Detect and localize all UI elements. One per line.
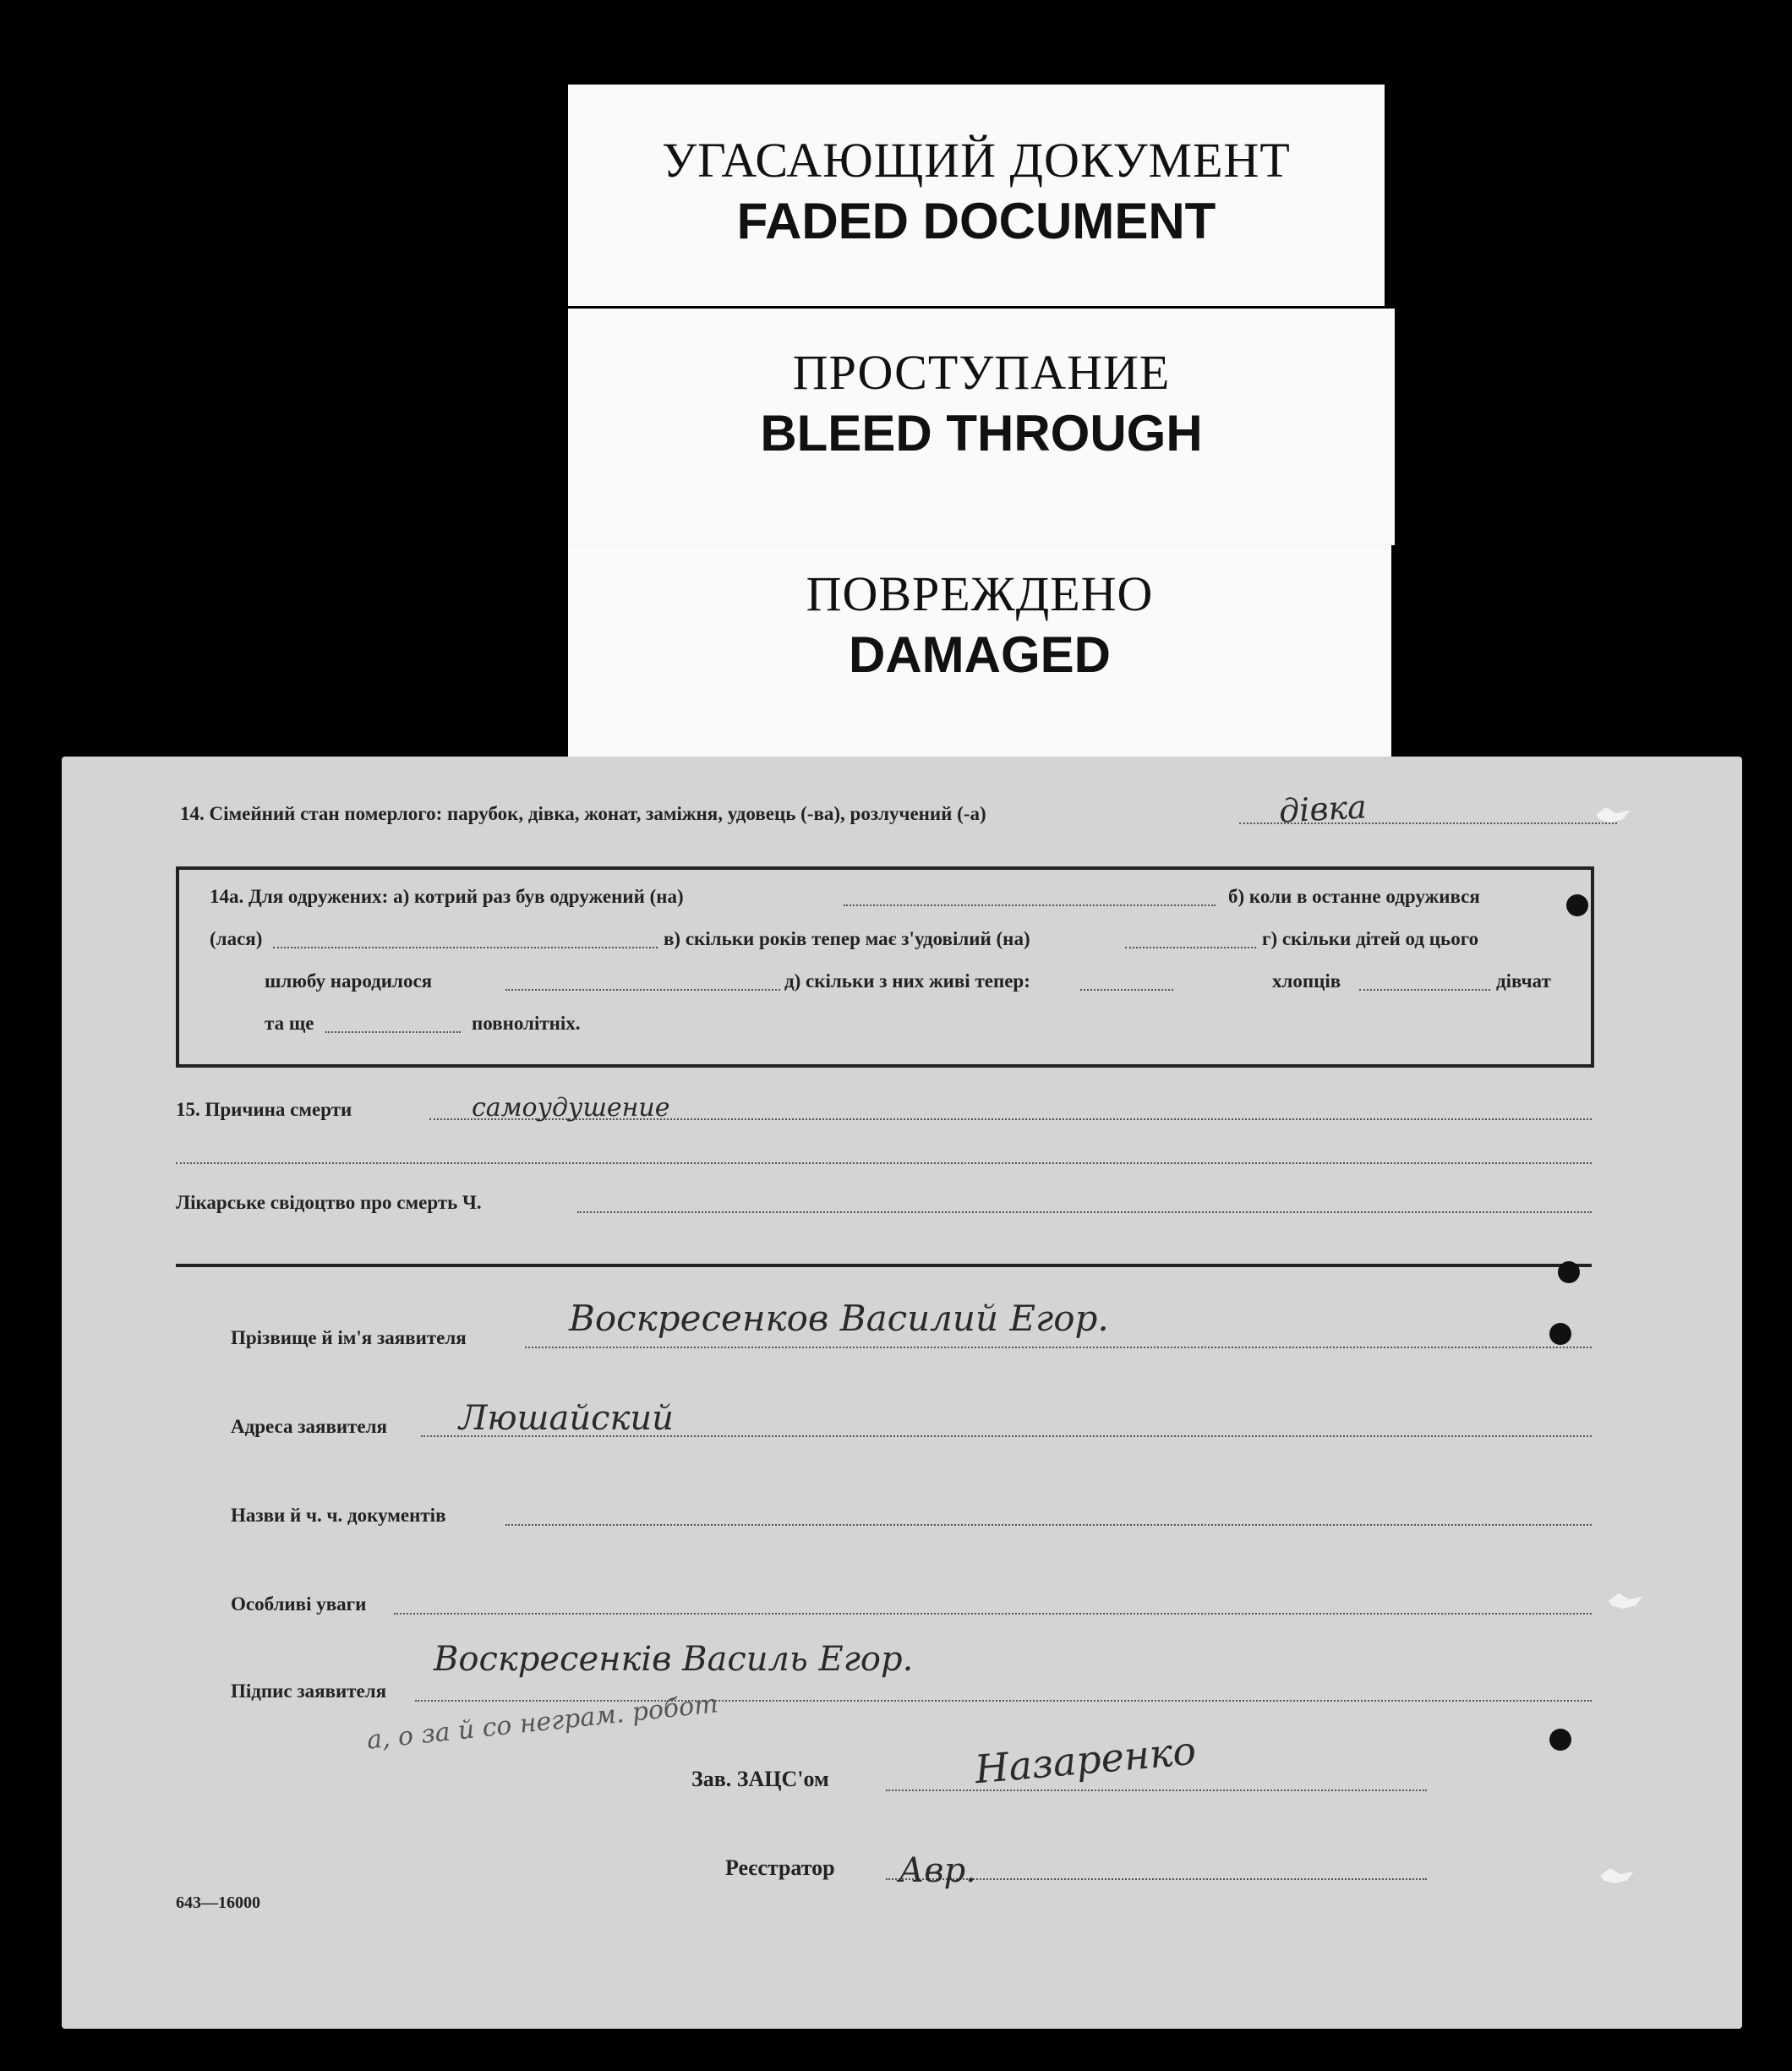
- item-15-value: самоудушение: [472, 1093, 670, 1123]
- head-label: Зав. ЗАЦС'ом: [691, 1767, 829, 1791]
- item-14a-line3-b: д) скільки з них живі тепер:: [784, 970, 1030, 992]
- dotted-line: [325, 1031, 461, 1033]
- item-14a-line3-a: шлюбу народилося: [265, 970, 433, 992]
- item-15-label: 15. Причина смерти: [176, 1099, 352, 1120]
- tear-mark: [1596, 807, 1630, 822]
- item-14a-line2-b: в) скільки років тепер має з'удовілий (на): [664, 928, 1030, 949]
- item-14a-line1-a: 14а. Для одружених: а) котрий раз був одружений (на): [210, 886, 684, 907]
- item-14a-line2-c: г) скільки дітей од цього: [1262, 928, 1479, 949]
- death-record-form: [62, 757, 1742, 2029]
- card-title-en: DAMAGED: [849, 626, 1111, 683]
- signature-note: а, о за й со неграм. робот: [365, 1689, 720, 1756]
- applicant-address-value: Люшайский: [459, 1399, 674, 1438]
- punch-hole: [1566, 894, 1588, 916]
- item-14a-line3-c: хлопців: [1272, 970, 1341, 992]
- punch-hole: [1549, 1729, 1571, 1751]
- dotted-line: [1359, 989, 1490, 991]
- item-14a-line3-d: дівчат: [1496, 970, 1551, 992]
- dotted-line: [394, 1613, 1592, 1615]
- section-divider: [176, 1264, 1592, 1267]
- item-14-value: дівка: [1277, 788, 1368, 830]
- dotted-line: [273, 947, 658, 948]
- punch-hole: [1558, 1261, 1580, 1283]
- notes-label: Особливі уваги: [231, 1593, 367, 1615]
- dotted-line: [1080, 989, 1173, 991]
- card-title-ru: ПОВРЕЖДЕНО: [806, 566, 1154, 621]
- tear-mark: [1600, 1868, 1634, 1883]
- registrar-signature: Авр.: [899, 1851, 976, 1890]
- dotted-line: [886, 1790, 1427, 1791]
- item-14a-line4-a: та ще: [265, 1013, 314, 1034]
- faded-document-card: [568, 85, 1385, 306]
- item-14a-line1-b: б) коли в останне одружився: [1228, 886, 1480, 907]
- bleed-through-card: [568, 309, 1395, 545]
- dotted-line: [1125, 947, 1256, 948]
- dotted-line: [525, 1347, 1592, 1348]
- item-14a-line2-a: (лася): [210, 928, 263, 949]
- registrar-label: Реєстратор: [725, 1855, 835, 1880]
- dotted-line: [176, 1162, 1592, 1164]
- applicant-signature: Воскресенків Василь Егор.: [434, 1640, 914, 1679]
- applicant-name-label: Прізвище й ім'я заявителя: [231, 1327, 467, 1348]
- card-title-ru: УГАСАЮЩИЙ ДОКУМЕНТ: [662, 133, 1291, 188]
- dotted-line: [505, 989, 780, 991]
- item-14a-line4-b: повнолітніх.: [472, 1013, 581, 1034]
- card-title-ru: ПРОСТУПАНИЕ: [792, 345, 1171, 400]
- dotted-line: [415, 1700, 1592, 1702]
- card-title-en: FADED DOCUMENT: [736, 193, 1216, 249]
- card-title-en: BLEED THROUGH: [760, 405, 1203, 462]
- tear-mark: [1609, 1593, 1642, 1609]
- applicant-address-label: Адреса заявителя: [231, 1416, 387, 1437]
- documents-label: Назви й ч. ч. документів: [231, 1505, 446, 1526]
- punch-hole: [1549, 1323, 1571, 1345]
- item-14-label: 14. Сімейний стан померлого: парубок, дівка, жонат, заміжня, удовець (-ва), розлучений (-а): [180, 803, 986, 824]
- head-signature: Назаренко: [973, 1727, 1199, 1793]
- signature-label: Підпис заявителя: [231, 1680, 387, 1702]
- medical-certificate-label: Лікарське свідоцтво про смерть Ч.: [176, 1192, 482, 1213]
- dotted-line: [577, 1211, 1592, 1213]
- damaged-card: [568, 545, 1391, 767]
- print-code: 643—16000: [176, 1893, 260, 1912]
- dotted-line: [505, 1524, 1592, 1526]
- dotted-line: [844, 904, 1216, 906]
- applicant-name-value: Воскресенков Василий Егор.: [569, 1298, 1109, 1339]
